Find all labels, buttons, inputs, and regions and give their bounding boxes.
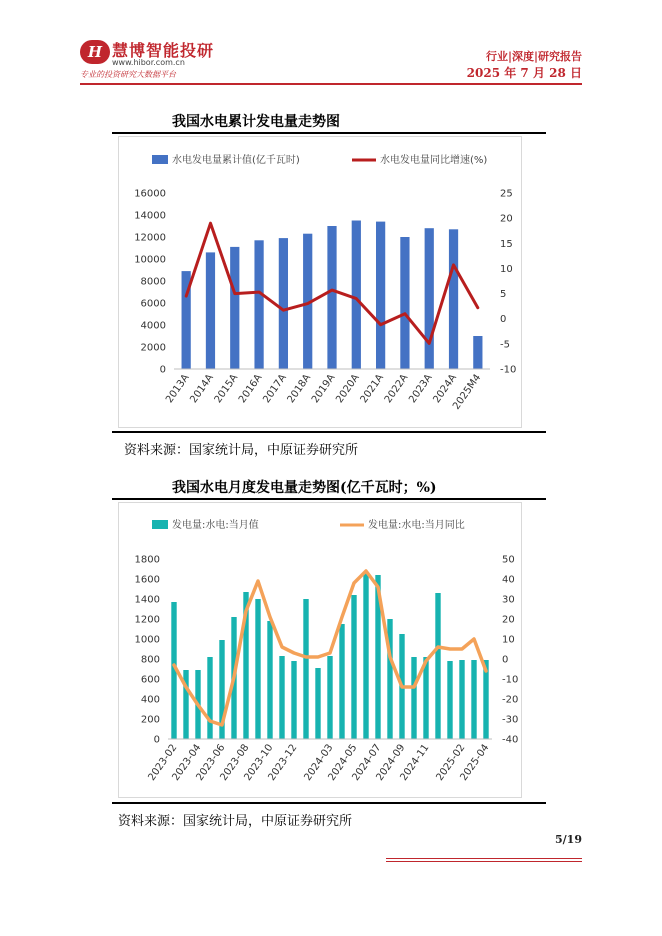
logo-site: www.hibor.com.cn: [112, 58, 185, 67]
chart2-y-tick: 0: [153, 734, 160, 746]
chart1-source: 资料来源：国家统计局，中原证券研究所: [124, 443, 359, 458]
chart2-y-tick: 800: [140, 654, 160, 666]
chart1-y-tick: 16000: [134, 188, 166, 200]
chart2-x-tick: 2023-06: [194, 742, 228, 783]
chart1-x-tick: 2016A: [236, 372, 265, 406]
chart1-x-tick: 2025M4: [451, 372, 484, 412]
chart1-y2-tick: -5: [500, 339, 510, 351]
chart2-y2-tick: 0: [502, 654, 509, 666]
chart2-bar: [279, 656, 284, 739]
chart1-bottom-rule: [112, 431, 546, 433]
chart1: [118, 136, 522, 428]
chart2-x-tick: 2024-03: [302, 742, 336, 783]
chart2-bar: [447, 661, 452, 739]
chart1-x-tick: 2021A: [358, 372, 387, 406]
chart2-y2-tick: 10: [502, 634, 515, 646]
chart2-x-tick: 2023-12: [266, 742, 300, 783]
chart2-bottom-rule: [112, 802, 546, 804]
chart1-x-tick: 2024A: [431, 372, 459, 406]
chart2-x-tick: 2024-11: [398, 742, 432, 783]
chart1-x-tick: 2013A: [164, 372, 192, 406]
chart2-bar: [459, 660, 464, 739]
logo-slogan: 专业的投资研究大数据平台: [80, 70, 176, 79]
chart1-y2-tick: 15: [500, 238, 513, 250]
chart2-bar: [303, 599, 308, 739]
header-divider: [80, 83, 582, 85]
chart1-bar: [206, 252, 215, 369]
chart2-bar: [363, 573, 368, 739]
chart1-legend-bar-swatch: [152, 155, 168, 164]
logo-name: 慧博智能投研: [112, 41, 215, 60]
chart2-bar: [471, 660, 476, 739]
chart1-y-tick: 0: [159, 364, 166, 376]
chart1-bar: [449, 229, 458, 369]
chart1-y-tick: 10000: [134, 254, 166, 266]
chart2-bar: [291, 661, 296, 739]
chart2-y-tick: 1400: [134, 594, 160, 606]
chart2-y-tick: 400: [140, 694, 160, 706]
chart1-bar: [425, 228, 434, 369]
chart2-y2-tick: 30: [502, 594, 515, 606]
chart2-bar: [327, 656, 332, 739]
chart1-y-tick: 2000: [140, 342, 166, 354]
chart1-y-tick: 12000: [134, 232, 166, 244]
chart2-x-tick: 2023-04: [170, 742, 204, 783]
chart2-bar: [411, 657, 416, 739]
chart2-y-tick: 1600: [134, 574, 160, 586]
chart1-y-tick: 8000: [140, 276, 166, 288]
chart2-bar: [423, 657, 428, 739]
page-number: 5/19: [555, 833, 582, 846]
chart1-x-tick: 2022A: [382, 372, 411, 406]
chart1-y-tick: 6000: [140, 298, 166, 310]
chart2-y-tick: 1000: [134, 634, 160, 646]
chart1-top-rule: [112, 132, 546, 134]
chart2-y2-tick: 20: [502, 614, 515, 626]
chart1-y2-tick: 20: [500, 213, 513, 225]
chart1-x-tick: 2015A: [212, 372, 241, 406]
chart1-y-tick: 4000: [140, 320, 166, 332]
chart2-x-tick: 2023-10: [242, 742, 276, 783]
logo-icon: H: [80, 40, 110, 64]
chart2-x-tick: 2023-02: [146, 742, 180, 783]
chart1-y2-tick: 25: [500, 188, 513, 200]
chart2-y2-tick: -30: [502, 714, 519, 726]
chart2-bar: [351, 595, 356, 739]
chart2-y-tick: 1200: [134, 614, 160, 626]
chart1-x-tick: 2017A: [261, 372, 289, 406]
chart1-legend-bar-label: 水电发电量累计值(亿千瓦时): [172, 155, 300, 166]
report-type: 行业|深度|研究报告: [485, 50, 582, 63]
chart2-source: 资料来源：国家统计局，中原证券研究所: [118, 814, 353, 829]
chart2-x-tick: 2024-05: [326, 742, 360, 783]
chart2-y-tick: 200: [140, 714, 160, 726]
chart2-bar: [267, 621, 272, 739]
chart2-y2-tick: 40: [502, 574, 515, 586]
chart1-y-tick: 14000: [134, 210, 166, 222]
chart1-y2-tick: 0: [500, 314, 507, 326]
chart2: [118, 502, 522, 798]
chart2-y2-tick: -20: [502, 694, 519, 706]
chart2-y2-tick: -40: [502, 734, 519, 746]
chart1-legend-line-label: 水电发电量同比增速(%): [380, 155, 488, 166]
footer-divider-2: [386, 861, 582, 862]
chart1-y2-tick: 5: [500, 289, 507, 301]
chart2-legend-line-label: 发电量:水电:当月同比: [368, 520, 465, 531]
chart1-bar: [254, 240, 263, 369]
chart2-bar: [255, 599, 260, 739]
chart1-x-tick: 2019A: [309, 372, 338, 406]
chart2-top-rule: [112, 498, 546, 500]
chart1-x-tick: 2023A: [407, 372, 435, 406]
chart2-legend-bar-swatch: [152, 520, 168, 529]
chart1-y2-tick: 10: [500, 263, 513, 275]
chart1-y2-tick: -10: [500, 364, 517, 376]
chart2-y-tick: 600: [140, 674, 160, 686]
chart1-title: 我国水电累计发电量走势图: [172, 114, 340, 130]
chart2-y2-tick: -10: [502, 674, 519, 686]
chart2-x-tick: 2025-02: [434, 742, 468, 783]
chart2-legend-bar-label: 发电量:水电:当月值: [172, 520, 259, 531]
chart2-x-tick: 2025-04: [458, 742, 492, 783]
chart1-x-tick: 2014A: [188, 372, 216, 406]
chart1-bar: [400, 237, 409, 369]
chart2-bar: [315, 668, 320, 739]
chart1-bar: [327, 226, 336, 369]
footer-divider: [386, 858, 582, 859]
chart2-y-tick: 1800: [134, 554, 160, 566]
chart2-title: 我国水电月度发电量走势图(亿千瓦时；%): [172, 480, 437, 496]
chart2-bar: [207, 657, 212, 739]
chart2-bar: [339, 624, 344, 739]
chart1-bar: [279, 238, 288, 369]
chart2-x-tick: 2024-07: [350, 742, 384, 783]
chart2-bar: [435, 593, 440, 739]
report-date: 2025 年 7 月 28 日: [466, 66, 582, 80]
chart2-y2-tick: 50: [502, 554, 515, 566]
chart1-bar: [352, 221, 361, 370]
chart1-bar: [230, 247, 239, 369]
chart1-bar: [376, 222, 385, 369]
chart1-x-tick: 2020A: [334, 372, 362, 406]
chart2-x-tick: 2023-08: [218, 742, 252, 783]
chart2-x-tick: 2024-09: [374, 742, 408, 783]
chart1-x-tick: 2018A: [285, 372, 314, 406]
chart1-bar: [473, 336, 482, 369]
